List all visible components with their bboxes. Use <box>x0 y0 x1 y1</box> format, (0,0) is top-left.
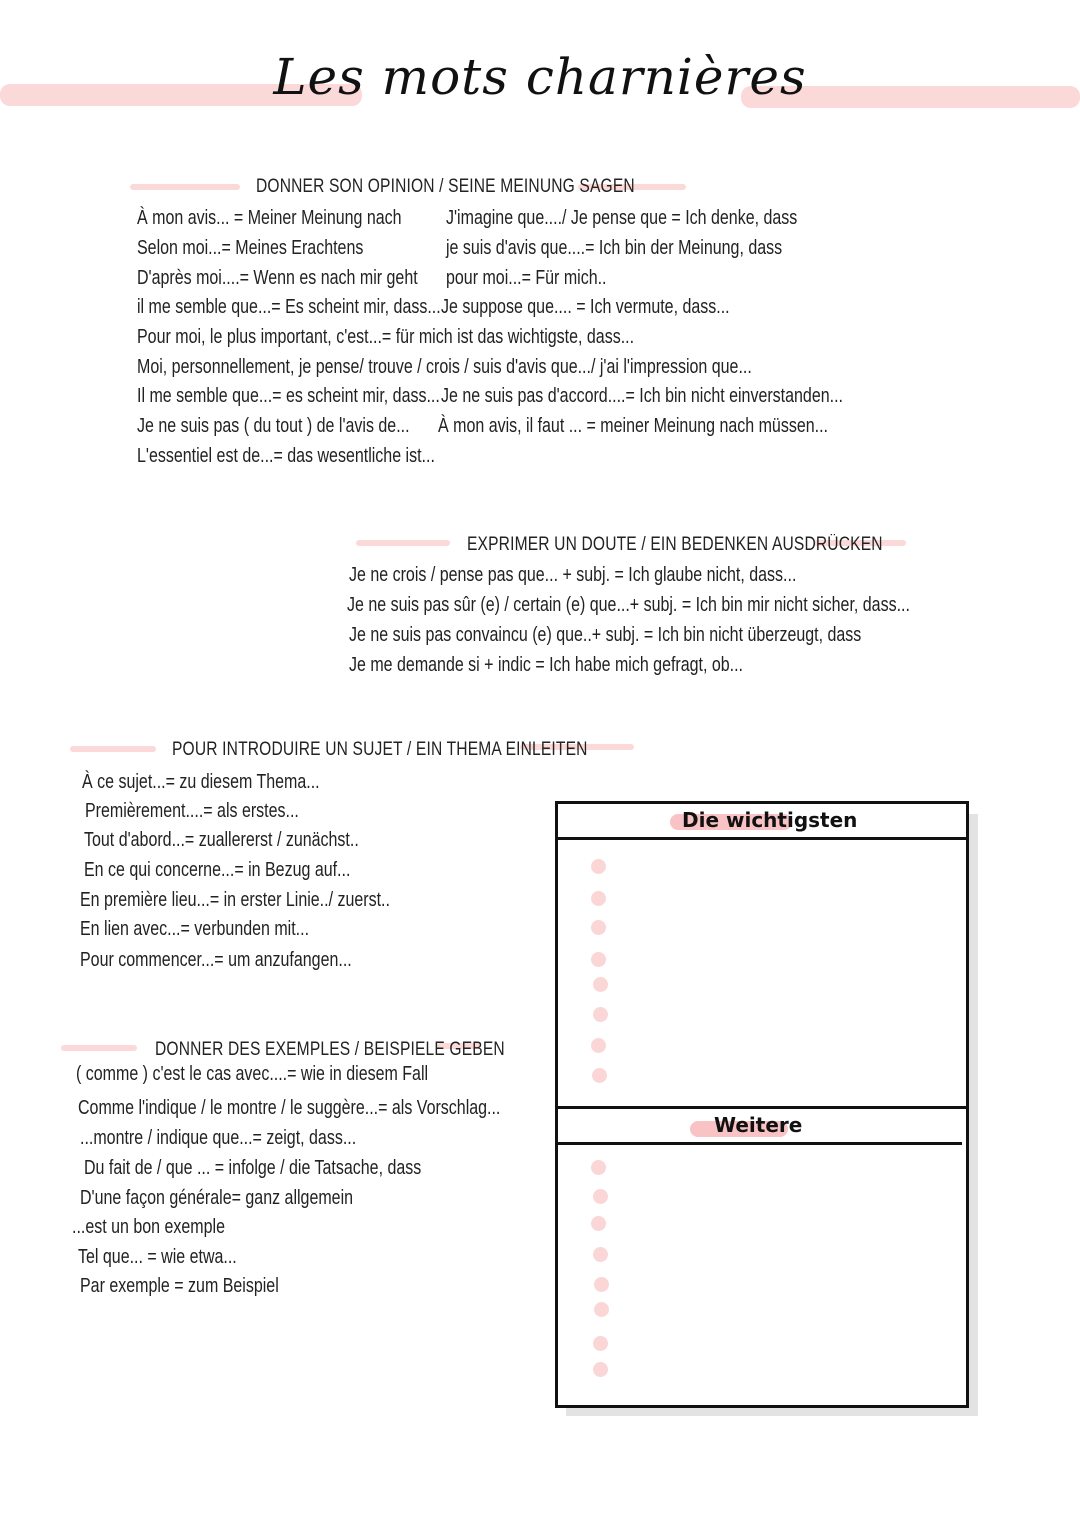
bullet-dot <box>593 1362 608 1377</box>
bottom-box-label: Weitere <box>714 1113 803 1137</box>
notes-box-top-rule <box>555 837 969 840</box>
doubt-line-4: Je me demande si + indic = Ich habe mich gefragt, ob... <box>349 654 743 676</box>
doubt-heading: EXPRIMER UN DOUTE / EIN BEDENKEN AUSDRÜCKEN <box>467 534 883 555</box>
bullet-dot <box>591 952 606 967</box>
notes-box-middle-rule-2 <box>558 1142 962 1145</box>
opinion-heading: DONNER SON OPINION / SEINE MEINUNG SAGEN <box>256 176 635 197</box>
examples-line-7: Tel que... = wie etwa... <box>78 1246 237 1268</box>
opinion-right-3: pour moi...= Für mich.. <box>446 267 607 289</box>
bullet-dot <box>592 1068 607 1083</box>
examples-line-1: ( comme ) c'est le cas avec....= wie in diesem Fall <box>76 1063 429 1085</box>
intro-line-3: Tout d'abord...= zuallererst / zunächst.. <box>84 829 359 851</box>
top-box-label: Die wichtigsten <box>682 808 858 832</box>
bullet-dot <box>594 1302 609 1317</box>
page-title: Les mots charnières <box>273 48 807 106</box>
opinion-right-1: J'imagine que..../ Je pense que = Ich denke, dass <box>446 207 798 229</box>
opinion-last: L'essentiel est de...= das wesentliche ist... <box>137 445 435 467</box>
bullet-dot <box>591 920 606 935</box>
examples-heading-bar-left <box>61 1045 137 1051</box>
bullet-dot <box>594 1277 609 1292</box>
doubt-line-3: Je ne suis pas convaincu (e) que..+ subj. = Ich bin nicht überzeugt, dass <box>349 624 862 646</box>
intro-line-4: En ce qui concerne...= in Bezug auf... <box>84 859 351 881</box>
examples-line-4: Du fait de / que ... = infolge / die Tatsache, dass <box>84 1157 422 1179</box>
intro-line-2: Premièrement....= als erstes... <box>85 800 299 822</box>
opinion-left-2: Selon moi...= Meines Erachtens <box>137 237 364 259</box>
bullet-dot <box>591 1160 606 1175</box>
examples-line-3: ...montre / indique que...= zeigt, dass... <box>80 1127 357 1149</box>
bullet-dot <box>591 1038 606 1053</box>
notes-box <box>555 801 969 1408</box>
examples-line-6: ...est un bon exemple <box>72 1216 225 1238</box>
opinion-pair-a-right: Je ne suis pas d'accord....= Ich bin nicht einverstanden... <box>441 385 843 407</box>
opinion-left-4: il me semble que...= Es scheint mir, dass... <box>137 296 441 318</box>
notes-box-middle-rule-1 <box>555 1106 969 1109</box>
intro-line-6: En lien avec...= verbunden mit... <box>80 918 310 940</box>
bullet-dot <box>593 1189 608 1204</box>
opinion-right-4: Je suppose que.... = Ich vermute, dass... <box>441 296 730 318</box>
opinion-pair-a-left: Il me semble que...= es scheint mir, dass... <box>137 385 440 407</box>
opinion-full-1: Pour moi, le plus important, c'est...= für mich ist das wichtigste, dass... <box>137 326 635 348</box>
opinion-heading-bar-left <box>130 184 240 190</box>
examples-line-2: Comme l'indique / le montre / le suggère...= als Vorschlag... <box>78 1097 501 1119</box>
opinion-left-3: D'après moi....= Wenn es nach mir geht <box>137 267 418 289</box>
bullet-dot <box>591 859 606 874</box>
opinion-right-2: je suis d'avis que....= Ich bin der Meinung, dass <box>446 237 783 259</box>
doubt-line-2: Je ne suis pas sûr (e) / certain (e) que...+ subj. = Ich bin mir nicht sicher, dass... <box>347 594 910 616</box>
examples-line-8: Par exemple = zum Beispiel <box>80 1275 279 1297</box>
doubt-line-1: Je ne crois / pense pas que... + subj. = Ich glaube nicht, dass... <box>349 564 797 586</box>
intro-line-1: À ce sujet...= zu diesem Thema... <box>82 771 320 793</box>
bullet-dot <box>593 977 608 992</box>
bullet-dot <box>593 1247 608 1262</box>
opinion-full-2: Moi, personnellement, je pense/ trouve / crois / suis d'avis que.../ j'ai l'impression que... <box>137 356 752 378</box>
opinion-pair-b-right: À mon avis, il faut ... = meiner Meinung nach müssen... <box>438 415 828 437</box>
intro-heading: POUR INTRODUIRE UN SUJET / EIN THEMA EINLEITEN <box>172 739 588 760</box>
bullet-dot <box>591 891 606 906</box>
examples-heading: DONNER DES EXEMPLES / BEISPIELE GEBEN <box>155 1039 505 1060</box>
opinion-pair-b-left: Je ne suis pas ( du tout ) de l'avis de... <box>137 415 410 437</box>
doubt-heading-bar-left <box>356 540 450 546</box>
intro-line-5: En première lieu...= in erster Linie../ zuerst.. <box>80 889 390 911</box>
bullet-dot <box>593 1336 608 1351</box>
intro-line-7: Pour commencer...= um anzufangen... <box>80 949 352 971</box>
examples-line-5: D'une façon générale= ganz allgemein <box>80 1187 354 1209</box>
bullet-dot <box>591 1216 606 1231</box>
opinion-left-1: À mon avis... = Meiner Meinung nach <box>137 207 402 229</box>
bullet-dot <box>593 1007 608 1022</box>
intro-heading-bar-left <box>70 746 156 752</box>
